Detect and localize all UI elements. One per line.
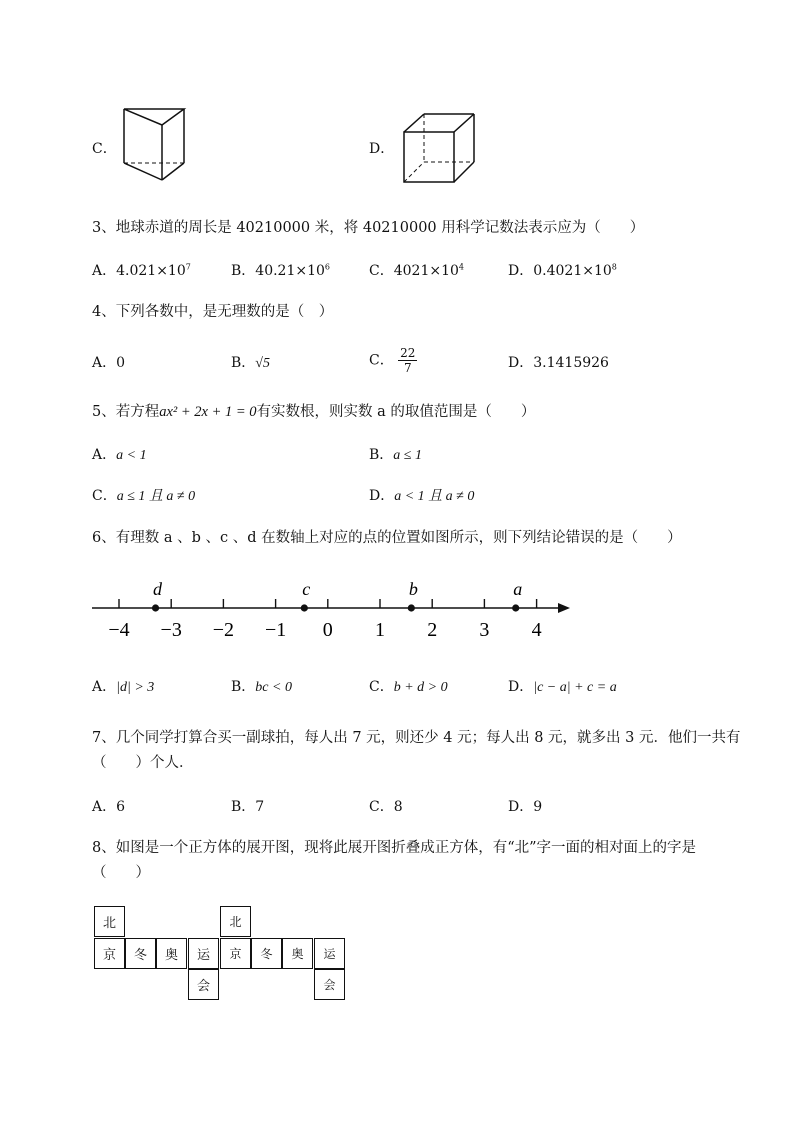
number-line-tick-label: 4 bbox=[531, 619, 542, 641]
q6-option-c: C．b + d > 0 bbox=[369, 679, 448, 695]
number-line-tick-label: −1 bbox=[264, 619, 287, 641]
q2-option-c-label: C． bbox=[92, 141, 117, 157]
cube-net-left bbox=[94, 906, 224, 1002]
net-right-cell-yun: 运 bbox=[314, 938, 345, 969]
number-line-tick-label: −4 bbox=[108, 619, 130, 641]
number-line-point-c bbox=[301, 604, 308, 611]
q3-stem: 3、地球赤道的周长是 40210000 米，将 40210000 用科学记数法表示应为（ ） bbox=[92, 220, 645, 236]
net-right-cell-ao: 奥 bbox=[282, 938, 313, 969]
q3-option-b: B．$40.21\times 10^6$ bbox=[231, 262, 331, 279]
number-line-tick-label: 0 bbox=[322, 619, 333, 641]
q6-option-a: A．|d| > 3 bbox=[92, 679, 155, 695]
triangular-prism-figure bbox=[118, 105, 190, 185]
net-right-cell-jing: 京 bbox=[220, 938, 251, 969]
q4-option-a: A．0 bbox=[92, 355, 126, 371]
q7-option-c: C．8 bbox=[369, 799, 403, 815]
q7-stem-line1: 7、几个同学打算合买一副球拍，每人出 7 元，则还少 4 元；每人出 8 元，就多出 3 元．他们一共有 bbox=[92, 730, 741, 746]
number-line-point-d bbox=[152, 604, 159, 611]
net-right-cell-dong: 冬 bbox=[251, 938, 282, 969]
q7-stem-line2: （ ）个人． bbox=[92, 755, 194, 771]
q4-stem: 4、下列各数中，是无理数的是（ ） bbox=[92, 304, 334, 320]
q5-option-a: A．a < 1 bbox=[92, 447, 147, 463]
q5-stem: 5、若方程ax² + 2x + 1 = 0有实数根，则实数 a 的取值范围是（ ） bbox=[92, 404, 536, 420]
fraction-22-over-7: $\frac{22}{7}$ bbox=[400, 346, 416, 375]
net-left-cell-hui: 会 bbox=[188, 969, 219, 1000]
net-left-cell-yun: 运 bbox=[188, 938, 219, 969]
q7-option-b: B．7 bbox=[231, 799, 265, 815]
q6-option-d: D．|c − a| + c = a bbox=[508, 679, 617, 695]
number-line-figure bbox=[88, 570, 578, 650]
net-right-cell-hui: 会 bbox=[314, 969, 345, 1000]
number-line-point-label-a: a bbox=[513, 579, 523, 599]
q8-stem-line2: （ ） bbox=[92, 865, 150, 881]
number-line-point-label-d: d bbox=[153, 579, 163, 599]
cube-net-right bbox=[220, 906, 346, 1002]
net-right-cell-bei: 北 bbox=[220, 906, 251, 937]
q7-option-d: D．9 bbox=[508, 799, 543, 815]
number-line-arrow bbox=[558, 603, 570, 613]
q7-option-a: A．6 bbox=[92, 799, 126, 815]
number-line-tick-label: −2 bbox=[212, 619, 235, 641]
q3-option-a: A．$4.021\times 10^7$ bbox=[92, 262, 191, 279]
q8-stem-line1: 8、如图是一个正方体的展开图，现将此展开图折叠成正方体，有“北”字一面的相对面上的字是 bbox=[92, 840, 697, 856]
q6-stem: 6、有理数 a 、b 、c 、d 在数轴上对应的点的位置如图所示，则下列结论错误的是（ ） bbox=[92, 530, 682, 546]
number-line-point-b bbox=[408, 604, 415, 611]
q2-option-d-label: D． bbox=[369, 141, 395, 157]
q4-option-c: C． $\frac{22}{7}$ bbox=[369, 346, 416, 375]
number-line-tick-label: 1 bbox=[375, 619, 385, 641]
number-line-point-a bbox=[512, 604, 519, 611]
q4-option-b: B．√5 bbox=[231, 355, 270, 371]
number-line-point-label-b: b bbox=[408, 579, 418, 599]
q3-option-d: D．$0.4021\times 10^8$ bbox=[508, 262, 617, 279]
q4-option-d: D．3.1415926 bbox=[508, 355, 609, 371]
net-left-cell-jing: 京 bbox=[94, 938, 125, 969]
number-line-tick-label: −3 bbox=[160, 619, 182, 641]
q5-option-c: C．a ≤ 1 且 a ≠ 0 bbox=[92, 488, 196, 504]
q5-option-d: D．a < 1 且 a ≠ 0 bbox=[369, 488, 475, 504]
number-line-point-label-c: c bbox=[302, 579, 311, 599]
q6-option-b: B．bc < 0 bbox=[231, 679, 292, 695]
net-left-cell-ao: 奥 bbox=[156, 938, 187, 969]
q3-option-c: C．$4021\times 10^4$ bbox=[369, 262, 464, 279]
q5-option-b: B．a ≤ 1 bbox=[369, 447, 422, 463]
cube-figure bbox=[400, 110, 480, 186]
number-line-tick-label: 3 bbox=[479, 619, 490, 641]
net-left-cell-dong: 冬 bbox=[125, 938, 156, 969]
number-line-tick-label: 2 bbox=[427, 619, 438, 641]
net-left-cell-bei: 北 bbox=[94, 906, 125, 937]
